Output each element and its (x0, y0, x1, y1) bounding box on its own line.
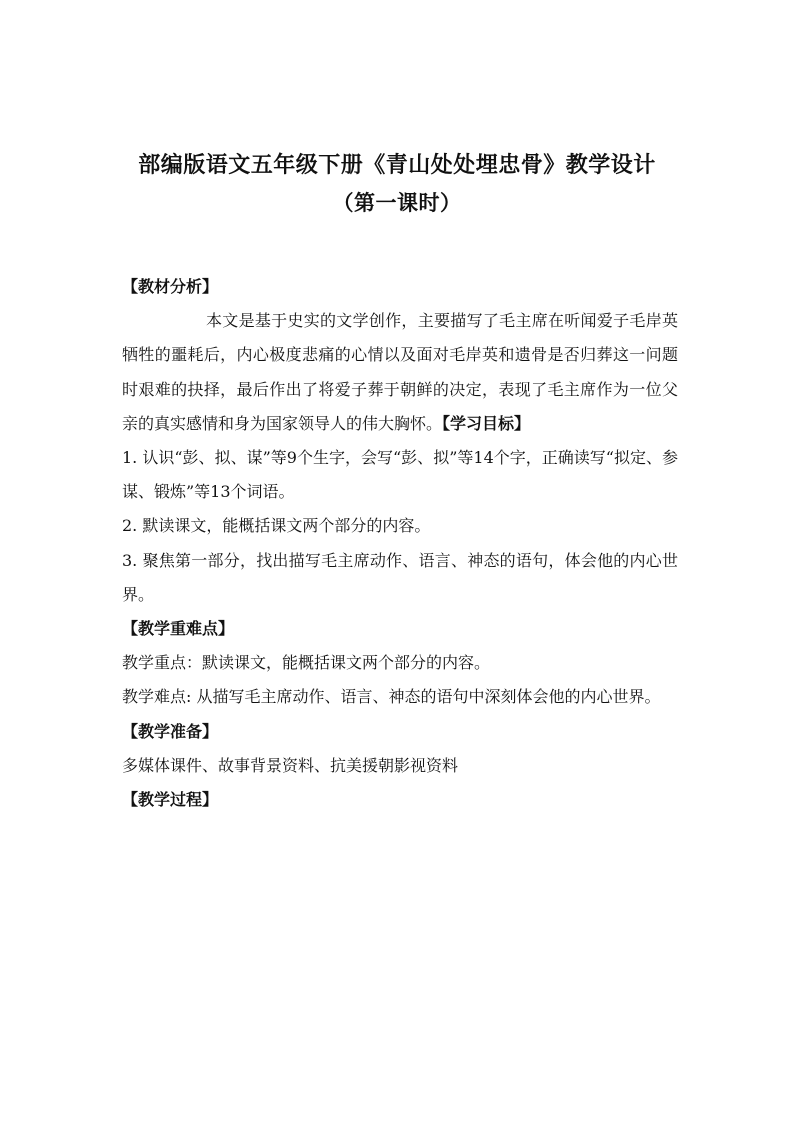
section-heading-process: 【教学过程】 (122, 790, 219, 810)
section-heading-preparation: 【教学准备】 (122, 721, 219, 741)
analysis-paragraph (122, 304, 678, 441)
analysis-text: 本文是基于史实的文学创作，主要描写了毛主席在听闻爱子毛岸英牺牲的噩耗后，内心极度悲痛的心情以及面对毛岸英和遗骨是否归葬这一问题时艰难的抉择，最后作出了将爱子葬于朝鲜的决定，表现了毛主席作为一位父亲的真实感情和身为国家领导人的伟大胸怀。 (122, 311, 678, 433)
objective-item-2: 2. 默读课文，能概括课文两个部分的内容。 (122, 516, 431, 536)
document-body (122, 270, 678, 817)
document-subtitle: （第一课时） (332, 191, 462, 215)
difficult-point-text: 教学难点: 从描写毛主席动作、语言、神态的语句中深刻体会他的内心世界。 (122, 687, 661, 707)
objective-item-1: 1. 认识“彭、拟、谋”等9个生字，会写“彭、拟”等14个字，正确读写“拟定、参谋、锻炼”等13个词语。 (122, 448, 678, 502)
section-heading-analysis: 【教材分析】 (122, 277, 219, 296)
section-heading-objectives: 【学习目标】 (442, 413, 531, 433)
preparation-text: 多媒体课件、故事背景资料、抗美援朝影视资料 (122, 755, 459, 775)
key-point-text: 教学重点：默读课文，能概括课文两个部分的内容。 (122, 653, 491, 673)
section-heading-key-points: 【教学重难点】 (122, 619, 235, 639)
document-title: 部编版语文五年级下册《青山处处埋忠骨》教学设计 (138, 153, 656, 178)
objective-item-3: 3. 聚焦第一部分，找出描写毛主席动作、语言、神态的语句，体会他的内心世界。 (122, 550, 678, 604)
